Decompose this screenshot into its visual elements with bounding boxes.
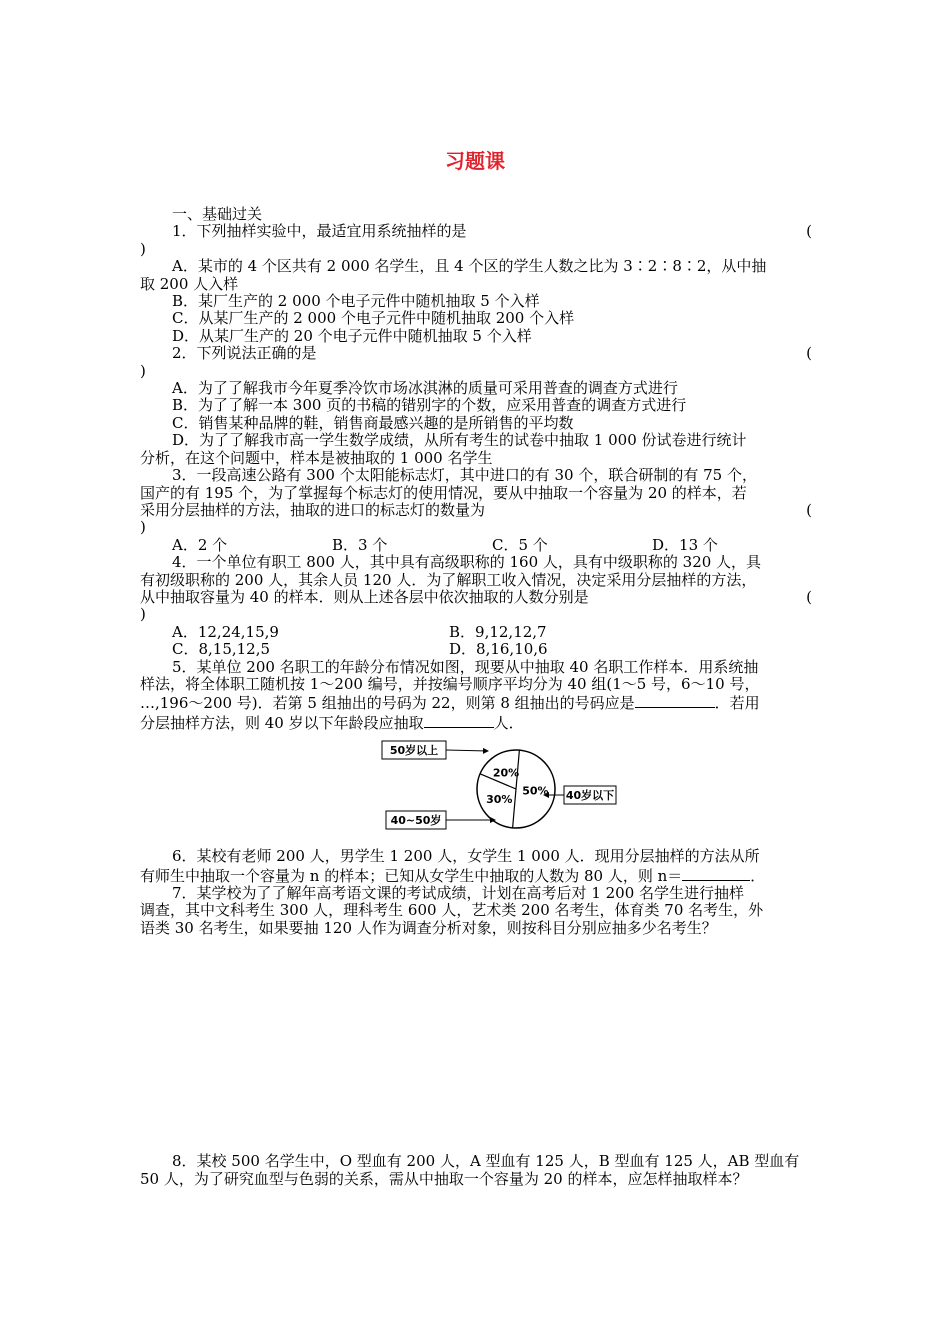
q8-line2: 50 人，为了研究血型与色弱的关系，需从中抽取一个容量为 20 的样本，应怎样抽取样本？ [140, 1169, 748, 1188]
q5-line2: 样法，将全体职工随机按 1～200 编号，并按编号顺序平均分为 40 组(1～5 号，6～10 号， [140, 674, 760, 693]
q4-options-row1 [140, 624, 812, 641]
q5-line1: 5．某单位 200 名职工的年龄分布情况如图，现要从中抽取 40 名职工作样本．用系统抽 [172, 657, 759, 676]
q3-option-c: C．5 个 [492, 535, 548, 554]
q2-paren: ( [806, 344, 812, 363]
pie-slice-label: 20% [492, 766, 520, 780]
q2-option-d-cont: 分析，在这个问题中，样本是被抽取的 1 000 名学生 [140, 448, 493, 467]
q4-line1: 4．一个单位有职工 800 人，其中具有高级职称的 160 人，具有中级职称的 320 人，具 [172, 553, 762, 572]
q2-option-d: D．为了了解我市高一学生数学成绩，从所有考生的试卷中抽取 1 000 份试卷进行统计 [172, 431, 747, 450]
q3-option-b: B．3 个 [332, 535, 388, 554]
q4-option-c: C．8,15,12,5 [172, 640, 271, 659]
q5-answer-blank-1[interactable] [635, 693, 715, 708]
worksheet [140, 206, 812, 1188]
q1-stem: 1．下列抽样实验中，最适宜用系统抽样的是 ( [172, 222, 812, 241]
q1-option-c: C．从某厂生产的 2 000 个电子元件中随机抽取 200 个入样 [172, 309, 575, 328]
q1-paren: ( [806, 222, 812, 241]
q6-line2: 有师生中抽取一个容量为 n 的样本；已知从女学生中抽取的人数为 80 人，则 n＝ ． [140, 866, 766, 885]
q1-option-d: D．从某厂生产的 20 个电子元件中随机抽取 5 个入样 [172, 326, 532, 345]
q6-answer-blank[interactable] [682, 866, 750, 881]
q2-option-b: B．为了了解一本 300 页的书稿的错别字的个数，应采用普查的调查方式进行 [172, 396, 687, 415]
q2-option-a: A．为了了解我市今年夏季冷饮市场冰淇淋的质量可采用普查的调查方式进行 [172, 379, 678, 398]
q3-option-a: A．2 个 [172, 535, 228, 554]
q4-line3: 从中抽取容量为 40 的样本．则从上述各层中依次抽取的人数分别是 ( [140, 587, 812, 606]
callout-label-under-40: 40岁以下 [565, 789, 615, 803]
callout-label-40-50: 40~50岁 [390, 814, 442, 828]
age-distribution-pie-chart [380, 738, 620, 830]
q4-option-b: B．9,12,12,7 [449, 622, 547, 641]
q4-paren: ( [806, 587, 812, 606]
callout-label-over-50: 50岁以上 [389, 744, 439, 758]
q5-answer-blank-2[interactable] [424, 713, 494, 728]
q1-paren-close: ) [140, 239, 146, 258]
q1-option-b: B．某厂生产的 2 000 个电子元件中随机抽取 5 个入样 [172, 292, 540, 311]
q4-option-d: D．8,16,10,6 [449, 640, 548, 659]
q4-options-row2 [140, 641, 812, 658]
q7-line2: 调查，其中文科考生 300 人，理科考生 600 人，艺术类 200 名考生，体育类 70 名考生，外 [140, 901, 764, 920]
q3-option-d: D．13 个 [652, 535, 718, 554]
q2-paren-close: ) [140, 361, 146, 380]
q4-line2: 有初级职称的 200 人，其余人员 120 人．为了解职工收入情况，决定采用分层抽样的方法， [140, 570, 757, 589]
q3-paren-close: ) [140, 518, 146, 537]
q7-line1: 7．某学校为了了解年高考语文课的考试成绩，计划在高考后对 1 200 名学生进行抽样 [172, 884, 745, 902]
q4-paren-close: ) [140, 605, 146, 624]
q3-line2: 国产的有 195 个，为了掌握每个标志灯的使用情况，要从中抽取一个容量为 20 的样本，若 [140, 483, 747, 502]
q1-option-a: A．某市的 4 个区共有 2 000 名学生，且 4 个区的学生人数之比为 3∶2∶8∶2，从中抽 [172, 257, 767, 276]
q3-options [140, 537, 812, 554]
q5-line3: …,196～200 号)．若第 5 组抽出的号码为 22，则第 8 组抽出的号码应是 ．若用 [140, 694, 760, 713]
q3-line1: 3．一段高速公路有 300 个太阳能标志灯，其中进口的有 30 个，联合研制的有 75 个， [172, 466, 757, 485]
q8-line1: 8．某校 500 名学生中，O 型血有 200 人，A 型血有 125 人，B 型血有 125 人，AB 型血有 [172, 1152, 800, 1171]
q3-paren: ( [806, 500, 812, 519]
q7-answer-space[interactable] [140, 937, 812, 1153]
callout-arrow-over-50 [446, 750, 488, 751]
q6-line1: 6．某校有老师 200 人，男学生 1 200 人，女学生 1 000 人．现用分层抽样的方法从所 [172, 847, 760, 866]
q3-line3: 采用分层抽样的方法，抽取的进口的标志灯的数量为 ( [140, 500, 812, 519]
q7-line3: 语类 30 名考生，如果要抽 120 人作为调查分析对象，则按科目分别应抽多少名考生？ [140, 918, 717, 937]
pie-slice-label: 50% [522, 784, 549, 798]
q5-line4: 分层抽样方法，则 40 岁以下年龄段应抽取 人． [140, 713, 524, 732]
q2-stem: 2．下列说法正确的是 ( [172, 344, 812, 363]
q2-option-c: C．销售某种品牌的鞋，销售商最感兴趣的是所销售的平均数 [172, 413, 574, 432]
section-heading: 一、基础过关 [172, 205, 263, 223]
q1-option-a-cont: 取 200 人入样 [140, 274, 239, 293]
q4-option-a: A．12,24,15,9 [172, 622, 279, 641]
pie-slice-label: 30% [486, 793, 513, 807]
page-title: 习题课 [445, 149, 505, 173]
